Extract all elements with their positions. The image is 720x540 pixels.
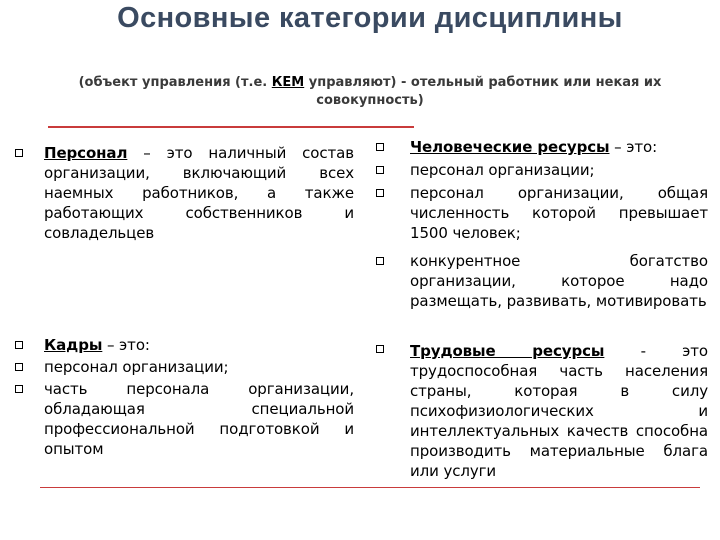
human-resources-item-3: конкурентное богатство организации, которое надо размещать, развивать, мотивировать [410, 252, 708, 310]
labor-resources-definition [410, 341, 708, 481]
kadry-term: Кадры [44, 336, 103, 354]
bullet-square-icon [15, 363, 23, 371]
personnel-definition [44, 143, 354, 243]
bullet-square-icon [376, 166, 384, 174]
kadry-item-1: персонал организации; [44, 358, 229, 376]
human-resources-item-1: персонал организации; [410, 161, 595, 179]
top-divider [48, 126, 414, 128]
subtitle [40, 74, 700, 110]
kadry-heading [44, 335, 354, 355]
bullet-square-icon [15, 385, 23, 393]
bullet-square-icon [376, 345, 384, 353]
bullet-square-icon [15, 149, 23, 157]
human-resources-term: Человеческие ресурсы [410, 138, 610, 156]
kadry-intro: – это: [102, 336, 150, 354]
bullet-square-icon [376, 143, 384, 151]
human-resources-item-2: персонал организации, общая численность которой превышает 1500 человек; [410, 184, 708, 242]
slide-title: Основные категории дисциплины [117, 2, 623, 34]
bullet-square-icon [15, 341, 23, 349]
labor-resources-text: - это трудоспособная часть населения страны, которая в силу психофизиологических и интеллектуальных качеств способна производить материальные блага или услуги [410, 342, 709, 480]
bullet-square-icon [376, 189, 384, 197]
labor-resources-term: Трудовые ресурсы [410, 342, 605, 360]
human-resources-heading [410, 137, 708, 157]
subtitle-kem: КЕМ [271, 75, 305, 90]
bullet-square-icon [376, 257, 384, 265]
human-resources-intro: – это: [609, 138, 658, 156]
subtitle-part-2: управляют) - отельный работник или некая их совокупность) [304, 75, 662, 108]
kadry-item-2: часть персонала организации, обладающая специальной профессиональной подготовкой и опытом [44, 380, 354, 458]
subtitle-part-1: (объект управления (т.е. [78, 75, 272, 90]
bottom-divider [40, 487, 700, 488]
personnel-term: Персонал [44, 144, 128, 162]
personnel-text: – это наличный состав организации, включающий всех наемных работников, а также работающих собственников и совладельцев [44, 144, 354, 242]
